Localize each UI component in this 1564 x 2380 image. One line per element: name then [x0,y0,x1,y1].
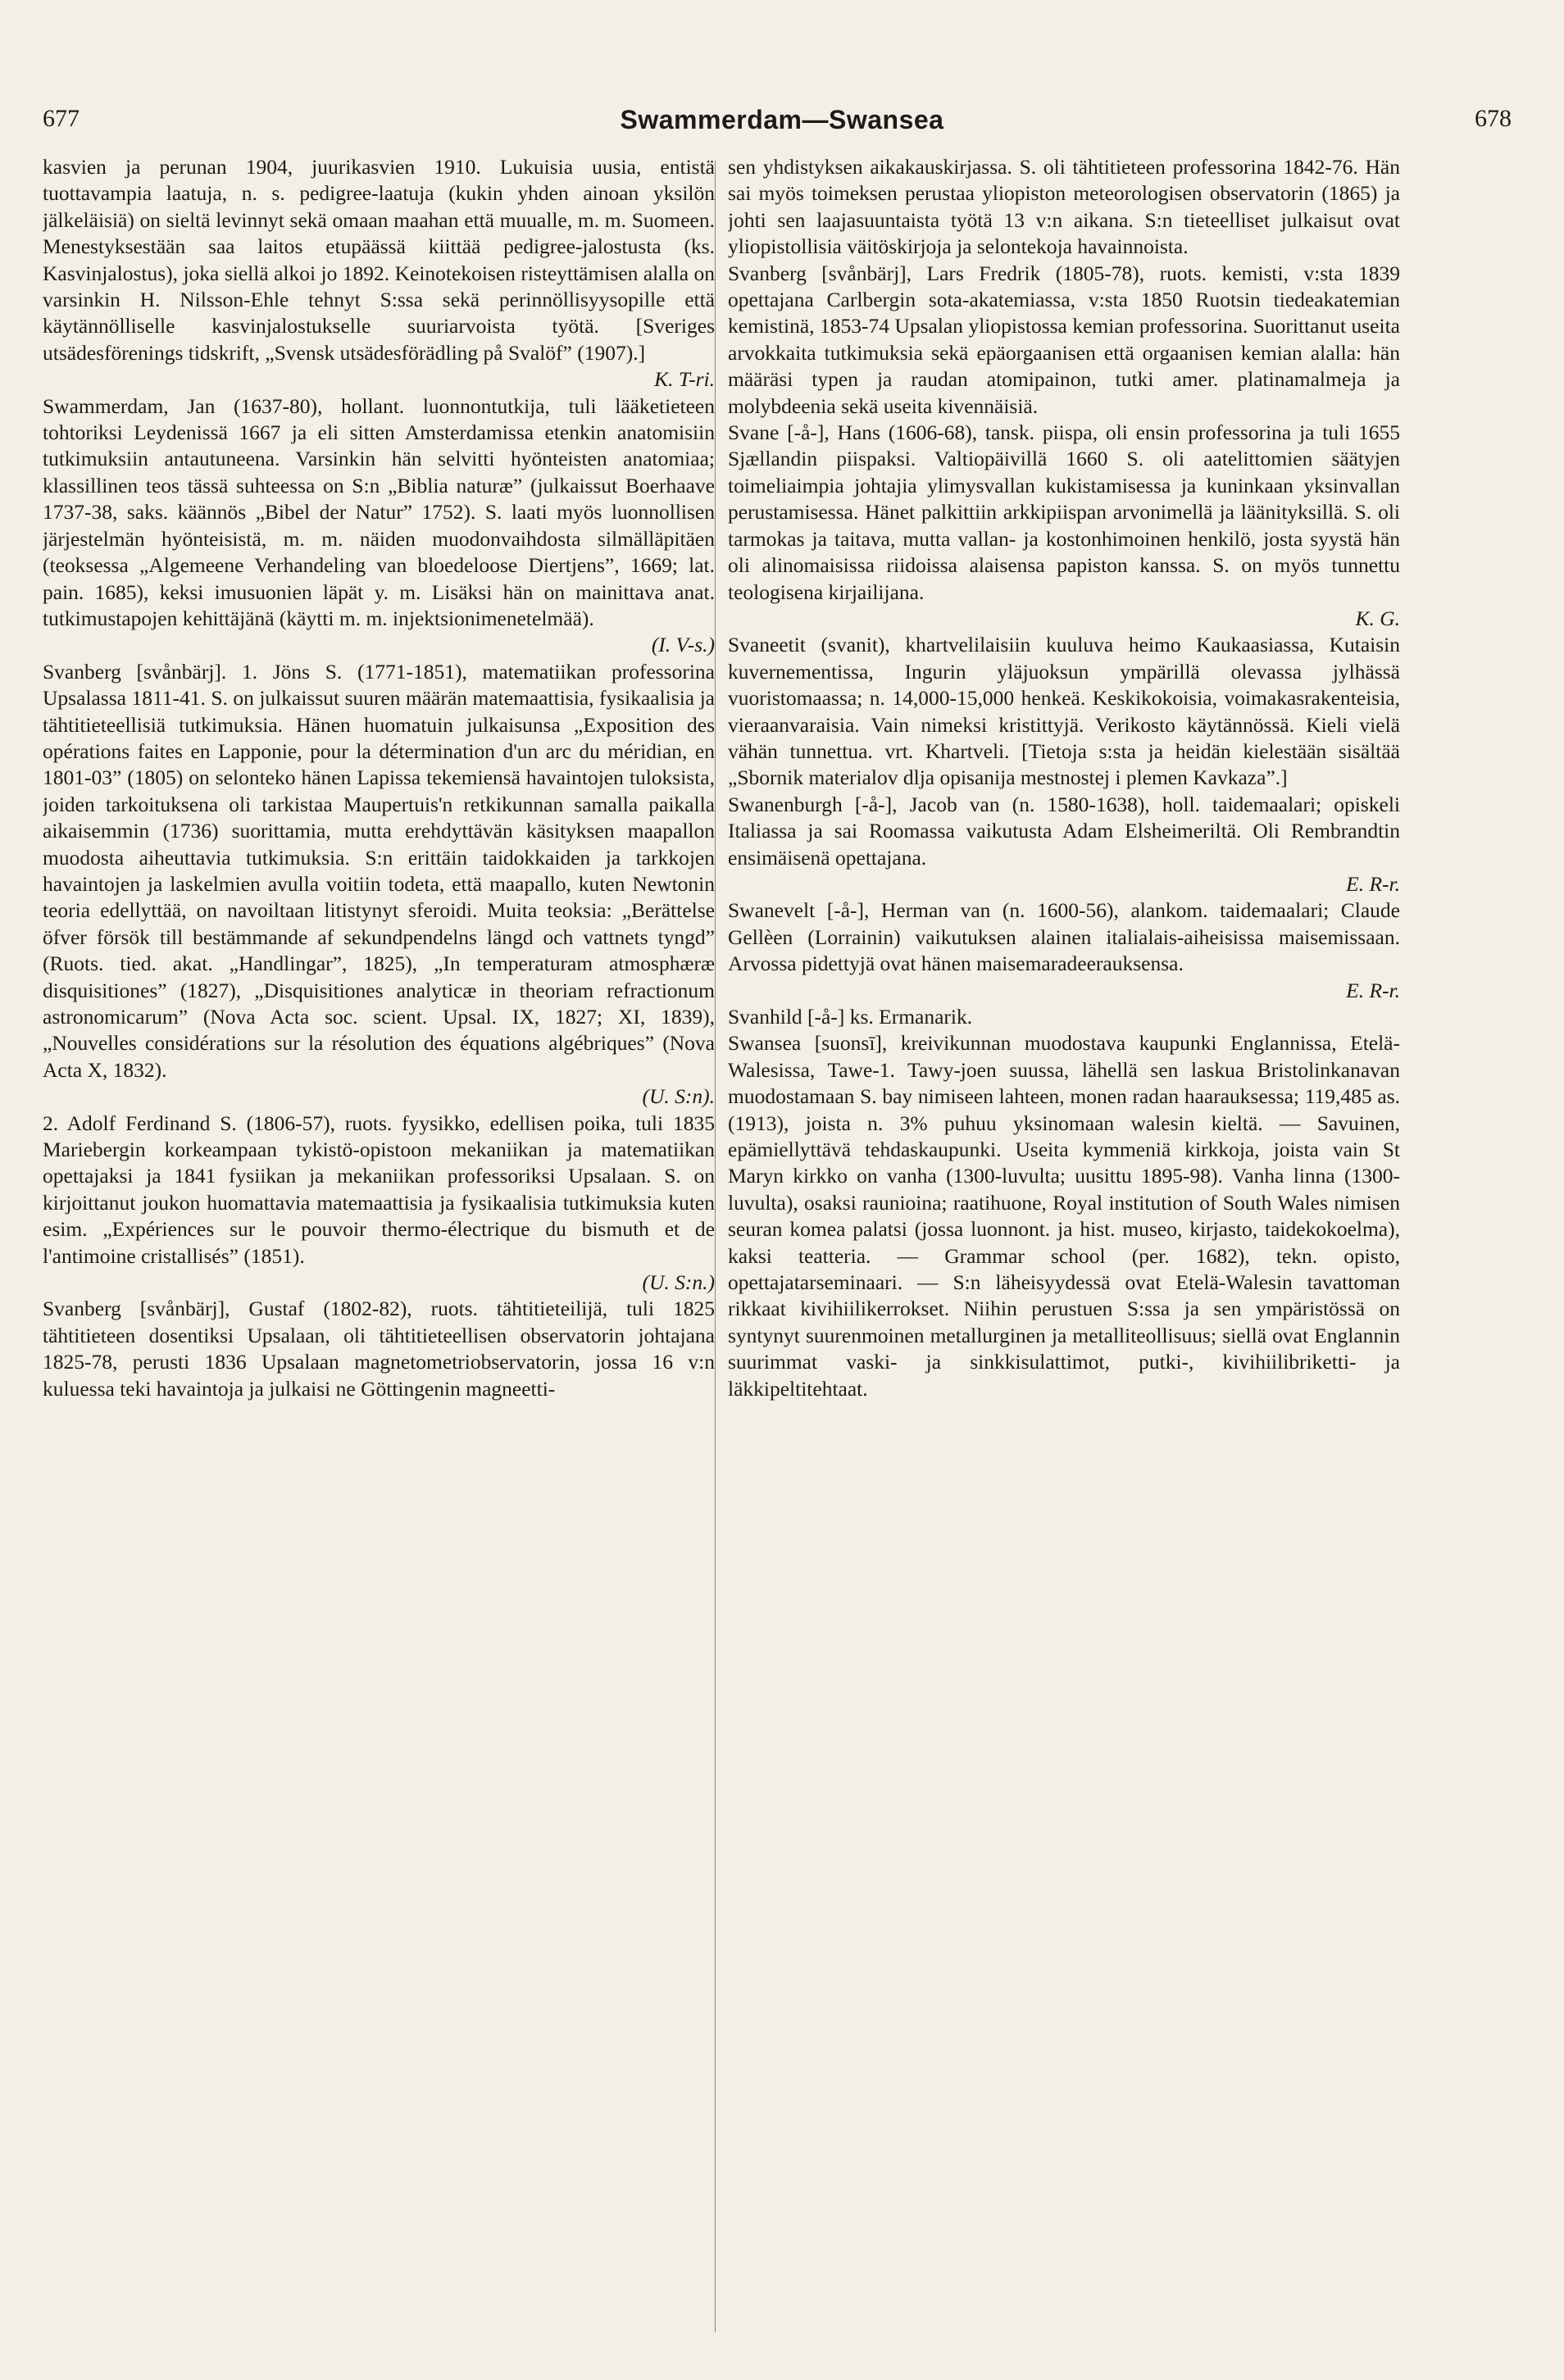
entry-svanberg-jons: Svanberg [svånbärj]. 1. Jöns S. (1771-1851), matematiikan professorina Upsalassa 1811-41. S. on julkaissut suuren määrän matemaattisia, fysikaalisia ja tähtitieteellisiä tutkimuksia. Hänen huomatuin julkaisunsa „Exposition des opérations faites en Lapponie, pour la détermination d'un arc du méridian, en 1801-03” (1805) on selonteko hänen Lapissa tekemiensä havaintojen tuloksista, joiden tarkoituksena oli tarkistaa Maupertuis'n retkikunnan samalla paikalla aikaisemmin (1736) suorittamia, mutta erehdyttävän käsityksen maapallon muodosta aiheuttavia tutkimuksia. S:n erittäin taidokkaiden ja tarkkojen havaintojen ja laskelmien avulla voitiin todeta, että maapallo, kuten Newtonin teoria edellyttää, on navoiltaan litistynyt sferoidi. Muita teoksia: „Berättelse öfver försök till bestämmande af sekundpendelns längd och vattnets tyngd” (Ruots. tied. akat. „Handlingar”, 1825), „In temperaturam atmosphæræ disquisitiones” (1827), „Disquisitiones analyticæ in theoriam refractionum astronomicarum” (Nova Acta soc. scient. Upsal. IX, 1827; XI, 1839), „Nouvelles considérations sur la résolution des équations algébriques” (Nova Acta X, 1832). (U. S:n). [43,659,715,1111]
signature: (I. V-s.) [651,633,715,657]
entry-svanberg-lars: Svanberg [svånbärj], Lars Fredrik (1805-78), ruots. kemisti, v:sta 1839 opettajana Carlbergin sota-akatemiassa, v:sta 1850 Ruotsin tiedeakatemian kemistinä, 1853-74 Upsalan yliopistossa kemian professorina. Suorittanut useita arvokkaita tutkimuksia sekä epäorgaanisen että orgaanisen kemian alalla: hän määräsi typen ja raudan atomipainon, tutki amer. platinamalmeja ja molybdeenia sekä useita kivennäisiä. [728,261,1400,418]
entry-kasvinjalostus-cont: kasvien ja perunan 1904, juurikasvien 1910. Lukuisia uusia, entistä tuottavampia laatuja, n. s. pedigree-laatuja (kukin yhden ainoan yksilön jälkeläisiä) on sieltä levinnyt sekä omaan maahan että muualle, m. m. Suomeen. Menestyksestään saa laitos etupäässä kiittää pedigree-jalostusta (ks. Kasvinjalostus), joka siellä alkoi jo 1892. Keinotekoisen risteyttämisen alalla on varsinkin H. Nilsson-Ehle tehnyt S:ssa sekä perinnöllisyysopille että käytännölliselle kasvinjalostukselle suuriarvoista työtä. [Sveriges utsädesförenings tidskrift, „Svensk utsädesförädling på Svalöf” (1907).] K. T-ri. [43,154,715,393]
left-column [43,154,715,2350]
entry-swanevelt: Swanevelt [-å-], Herman van (n. 1600-56), alankom. taidemaalari; Claude Gellèen (Lorrainin) vaikutuksen alainen italialais-aiheisissa maisemissaan. Arvossa pidettyjä ovat hänen maisemaradeerauksensa. E. R-r. [728,897,1400,1004]
signature: K. T-ri. [654,367,715,392]
column-divider [715,161,716,2332]
signature: E. R-r. [1346,871,1400,896]
right-column [728,154,1400,2350]
page-number-right: 678 [1475,105,1512,132]
entry-swanenburgh: Swanenburgh [-å-], Jacob van (n. 1580-1638), holl. taidemaalari; opiskeli Italiassa ja sai Roomassa vaikutusta Adam Elsheimeriltä. Oli Rembrandtin ensimäisenä opettajana. E. R-r. [728,792,1400,898]
entry-svane: Svane [-å-], Hans (1606-68), tansk. piispa, oli ensin professorina ja tuli 1655 Sjællandin piispaksi. Valtiopäivillä 1660 S. oli aatelittomien säätyjen toimeliaimpia johtajia ylimysvallan kukistamisessa ja kuninkaan yksinvallan perustamisessa. Hänet palkittiin arkkipiispan arvonimellä ja läänityksillä. S. oli tarmokas ja taitava, mutta vallan- ja kostonhimoinen henkilö, josta syystä hän oli alinomaisissa riidoissa alaisensa papiston kanssa. S. on myös tunnettu teologisena kirjailijana. K. G. [728,420,1400,632]
entry-svanberg-gustaf-cont: sen yhdistyksen aikakauskirjassa. S. oli tähtitieteen professorina 1842-76. Hän sai myös toimeksen perustaa yliopiston meteorologisen observatorin (1865) ja johti sen laajasuuntaista työtä 13 v:n aikana. S:n tieteelliset julkaisut ovat yliopistollisia väitöskirjoja ja selontekoja havainnoista. [728,155,1400,259]
entry-swammerdam: Swammerdam, Jan (1637-80), hollant. luonnontutkija, tuli lääketieteen tohtoriksi Leydenissä 1667 ja eli sitten Amsterdamissa etenkin anatomisiin tutkimuksiin antautuneena. Varsinkin hän selvitti hyönteisten anatomiaa; klassillinen teos tässä suhteessa on S:n „Biblia naturæ” (julkaissut Boerhaave 1737-38, saks. käännös „Bibel der Natur” 1752). S. laati myös luonnollisen järjestelmän hyönteisistä, m. m. näiden muodonvaihdosta silmälläpitäen (teoksessa „Algemeene Verhandeling van bloedeloose Diertjens”, 1669; lat. pain. 1685), keksi imusuonien läpät y. m. Lisäksi hän on mainittava anat. tutkimustapojen kehittäjänä (käytti m. m. injektsionimenetelmää). (I. V-s.) [43,393,715,659]
entry-swansea: Swansea [suonsī], kreivikunnan muodostava kaupunki Englannissa, Etelä-Walesissa, Tawe-1. Tawy-joen suussa, lähellä sen laskua Bristolinkanavan muodostamaan S. bay nimiseen lahteen, monen radan haarauksessa; 119,485 as. (1913), joista n. 3% puhuu yksinomaan walesin kieltä. — Savuinen, epämiellyttävä tehdaskaupunki. Useita kymmeniä kirkkoja, joista vain St Maryn kirkko on vanha (1300-luvulta; uusittu 1895-98). Vanha linna (1300-luvulta), osaksi raunioina; raatihuone, Royal institution of South Wales nimisen seuran komea palatsi (jossa luonnont. ja hist. museo, kirjasto, taidekokoelma), kaksi teatteria. — Grammar school (per. 1682), tekn. opisto, opettajatarseminaari. — S:n läheisyydessä ovat Etelä-Walesin tavattoman rikkaat kivihiilikerrokset. Niihin perustuen S:ssa ja sen ympäristössä on syntynyt suurenmoinen metallurginen ja metalliteollisuus; siellä ovat Englannin suurimmat vaski- ja sinkkisulattimot, putki-, kivihiilibriketti- ja läkkipeltitehtaat. [728,1031,1400,1401]
page-number-left: 677 [43,105,80,132]
signature: (U. S:n). [642,1084,715,1109]
signature: K. G. [1355,606,1400,630]
signature: E. R-r. [1346,978,1400,1002]
entry-svanberg-gustaf: Svanberg [svånbärj], Gustaf (1802-82), ruots. tähtitieteilijä, tuli 1825 tähtitieteen dosentiksi Upsalaan, oli tähtitieteellisen observatorin johtajana 1825-78, perusti 1836 Upsalaan magnetometriobservatorin, jossa 16 v:n kuluessa teki havaintoja ja julkaisi ne Göttingenin magneetti- [43,1297,715,1401]
entry-svanhild: Svanhild [-å-] ks. Ermanarik. [728,1005,973,1029]
entry-svanberg-adolf: 2. Adolf Ferdinand S. (1806-57), ruots. fyysikko, edellisen poika, tuli 1835 Mariebergin korkeampaan tykistö-opistoon mekaniikan ja matematiikan opettajaksi ja 1841 fysiikan ja mekaniikan professoriksi Upsalaan. S. on kirjoittanut joukon huomattavia matemaattisia ja fysikaalisia tutkimuksia kuten esim. „Expériences sur le pouvoir thermo-électrique du bismuth et de l'antimoine cristallisés” (1851). (U. S:n.) [43,1111,715,1297]
page-title: Swammerdam—Swansea [620,105,944,134]
signature: (U. S:n.) [642,1270,715,1295]
running-header [0,105,1564,146]
entry-svaneetit: Svaneetit (svanit), khartvelilaisiin kuuluva heimo Kaukaasiassa, Kutaisin kuvernementissa, Ingurin yläjuoksun ympärillä olevassa jylhässä vuoristomaassa; n. 14,000-15,000 henkeä. Keskikokoisia, voimakasrakenteisia, vieraanvaraisia. Vain nimeksi kristittyjä. Verikosto käytännössä. Kieli vielä vähän tunnettua. vrt. Khartveli. [Tietoja s:sta ja heidän kielestään sisältää „Sbornik materialov dlja opisanija mestnostej i plemen Kavkaza”.] [728,633,1400,790]
